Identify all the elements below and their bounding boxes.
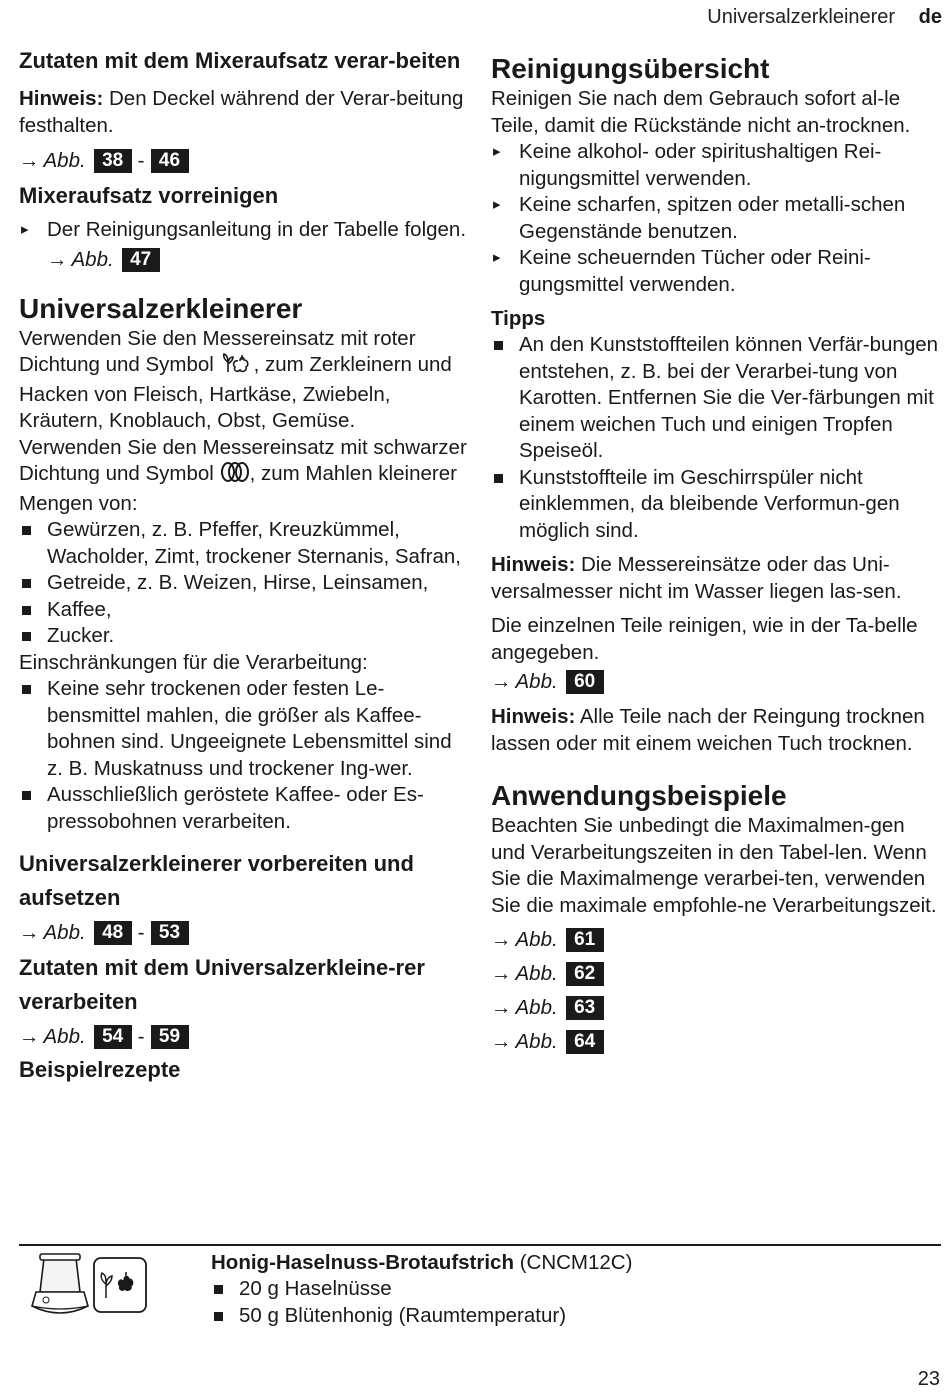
grind-symbol-icon [220, 461, 250, 491]
heading-sample-recipes: Beispielrezepte [19, 1057, 181, 1082]
examples-text: Beachten Sie unbedingt die Maximalmen-gen und Verarbeitungszeiten in den Tabel-len. Wenn Sie die Maximalmenge verarbei-ten, verwenden Sie die maximale empfohle-ne Verarbeitungszeit. [491, 814, 937, 917]
hint-drying [491, 704, 941, 757]
hint-text: Alle Teile nach der Reingung trocknen lassen oder mit einem weichen Tuch trocknen. [491, 705, 925, 755]
restrictions-intro: Einschränkungen für die Verarbeitung: [19, 650, 368, 674]
heading-prepare-chopper: Universalzerkleinerer vorbereiten und aufsetzen [19, 851, 414, 910]
arrow-icon: → [491, 996, 512, 1019]
heading-cleaning-overview: Reinigungsübersicht [491, 53, 770, 84]
restrictions-list [19, 676, 471, 835]
arrow-icon: → [47, 247, 68, 271]
recipe-title [211, 1250, 911, 1276]
arrow-icon: → [491, 962, 512, 985]
list-item: ▸ Keine scheuernden Tücher oder Reini-gungsmittel verwenden. [491, 245, 941, 298]
abb-label: Abb. [71, 247, 114, 271]
grind-items-list [19, 517, 471, 650]
figure-reference-62 [491, 957, 941, 991]
list-item: Gewürzen, z. B. Pfeffer, Kreuzkümmel, Wacholder, Zimt, trockener Sternanis, Safran, [19, 517, 471, 570]
universal-intro-paragraph [19, 326, 471, 435]
recipe-model: (CNCM12C) [519, 1251, 633, 1274]
arrow-icon: → [491, 1030, 512, 1053]
list-item: Ausschließlich geröstete Kaffee- oder Es-pressobohnen verarbeiten. [19, 782, 471, 835]
arrow-icon: → [19, 921, 40, 944]
left-column [19, 48, 471, 1087]
figure-number: 53 [151, 921, 189, 945]
running-header [707, 6, 942, 29]
recipe-ingredients [211, 1276, 911, 1329]
list-item: An den Kunststoffteilen können Verfär-bungen entstehen, z. B. bei der Verarbei-tung von Karotten. Entfernen Sie die Ver-färbungen mit einem weichen Tuch und einigen Tropfen Speiseöl. [491, 332, 941, 465]
figure-number: 60 [566, 670, 604, 694]
figure-reference-47 [19, 246, 471, 274]
abb-label: Abb. [515, 1030, 558, 1053]
hint-label: Hinweis: [491, 553, 576, 576]
text-segment: Verwenden Sie den Messereinsatz mit schwarzer Dichtung und Symbol [19, 435, 467, 485]
hint-text: Den Deckel während der Verar-beitung festhalten. [19, 87, 464, 137]
list-item: ▸ Keine alkohol- oder spiritushaltigen Rei-nigungsmittel verwenden. [491, 139, 941, 192]
text-segment: , zum Zerkleinern und Hacken von Fleisch, Hartkäse, Zwiebeln, Kräutern, Knoblauch, Obst, Gemüse. [19, 353, 452, 432]
figure-number: 59 [151, 1025, 189, 1049]
range-dash: - [137, 921, 145, 944]
list-item: Keine sehr trockenen oder festen Le-bensmittel mahlen, die größer als Kaffee-bohnen sind. Ungeeignete Lebensmittel sind z. B. Muskatnuss und trockener Ing-wer. [19, 676, 471, 782]
abb-label: Abb. [43, 921, 86, 944]
figure-number: 47 [122, 248, 160, 272]
abb-label: Abb. [515, 928, 558, 951]
arrow-icon: → [19, 1025, 40, 1048]
cleaning-intro: Reinigen Sie nach dem Gebrauch sofort al-le Teile, damit die Rückstände nicht an-trocknen. [491, 87, 911, 137]
blade-herb-symbol-icon [220, 352, 254, 382]
list-item: ▸ Der Reinigungsanleitung in der Tabelle folgen. [19, 217, 471, 244]
section-divider [19, 1244, 941, 1246]
heading-application-examples: Anwendungsbeispiele [491, 780, 787, 811]
recipe-block [211, 1250, 911, 1329]
text-segment: , zum Mahlen kleinerer Mengen von: [19, 462, 457, 515]
figure-reference-38-46 [19, 147, 471, 175]
figure-reference-60 [491, 668, 941, 696]
list-item: Getreide, z. B. Weizen, Hirse, Leinsamen, [19, 570, 471, 597]
clean-parts-text: Die einzelnen Teile reinigen, wie in der Ta-belle angegeben. [491, 614, 918, 664]
arrow-icon: → [491, 928, 512, 951]
ingredient-item: 50 g Blütenhonig (Raumtemperatur) [211, 1303, 911, 1330]
abb-label: Abb. [43, 1025, 86, 1048]
arrow-icon: → [491, 670, 512, 693]
figure-reference-64 [491, 1025, 941, 1059]
figure-reference-61 [491, 923, 941, 957]
figure-reference-63 [491, 991, 941, 1025]
heading-mixer-precleaning: Mixeraufsatz vorreinigen [19, 183, 279, 208]
recipe-illustration [26, 1250, 156, 1322]
abb-label: Abb. [515, 962, 558, 985]
figure-number: 48 [94, 921, 132, 945]
recipe-name: Honig-Haselnuss-Brotaufstrich [211, 1251, 514, 1274]
abb-label: Abb. [515, 996, 558, 1019]
range-dash: - [137, 1025, 145, 1048]
list-item: Kunststoffteile im Geschirrspüler nicht einklemmen, da bleibende Verformun-gen möglich sind. [491, 465, 941, 545]
figure-reference-54-59 [19, 1023, 471, 1051]
abb-label: Abb. [515, 670, 558, 693]
figure-number: 54 [94, 1025, 132, 1049]
hint-label: Hinweis: [19, 87, 104, 110]
figure-number: 46 [151, 149, 189, 173]
figure-number: 38 [94, 149, 132, 173]
arrow-icon: → [19, 149, 40, 172]
right-column [491, 48, 941, 1059]
figure-number: 62 [566, 962, 604, 986]
figure-reference-48-53 [19, 919, 471, 947]
page-number: 23 [917, 1368, 940, 1390]
abb-label: Abb. [43, 149, 86, 172]
header-section-title: Universalzerkleinerer [707, 6, 896, 28]
list-item: ▸ Keine scharfen, spitzen oder metalli-schen Gegenstände benutzen. [491, 192, 941, 245]
figure-number: 61 [566, 928, 604, 952]
list-item: Kaffee, [19, 597, 471, 624]
figure-number: 63 [566, 996, 604, 1020]
text-segment: Verwenden Sie den Messereinsatz mit roter Dichtung und Symbol [19, 326, 416, 376]
cleaning-list [491, 139, 941, 298]
chopper-container-icon [26, 1250, 156, 1322]
heading-tips: Tipps [491, 307, 546, 330]
tips-list [491, 332, 941, 544]
ingredient-item: 20 g Haselnüsse [211, 1276, 911, 1303]
hint-mixer [19, 86, 471, 139]
heading-process-chopper: Zutaten mit dem Universalzerkleine-rer verarbeiten [19, 955, 425, 1014]
hint-blades [491, 552, 941, 605]
precleaning-list [19, 217, 471, 244]
hint-label: Hinweis: [491, 705, 576, 728]
heading-mixer-processing: Zutaten mit dem Mixeraufsatz verar-beiten [19, 48, 461, 73]
header-language: de [918, 6, 942, 28]
heading-universal-chopper: Universalzerkleinerer [19, 292, 303, 324]
figure-number: 64 [566, 1030, 604, 1054]
range-dash: - [137, 149, 145, 172]
universal-grind-paragraph [19, 435, 471, 518]
list-item: Zucker. [19, 623, 471, 650]
hint-text: Die Messereinsätze oder das Uni-versalmesser nicht im Wasser liegen las-sen. [491, 553, 902, 603]
